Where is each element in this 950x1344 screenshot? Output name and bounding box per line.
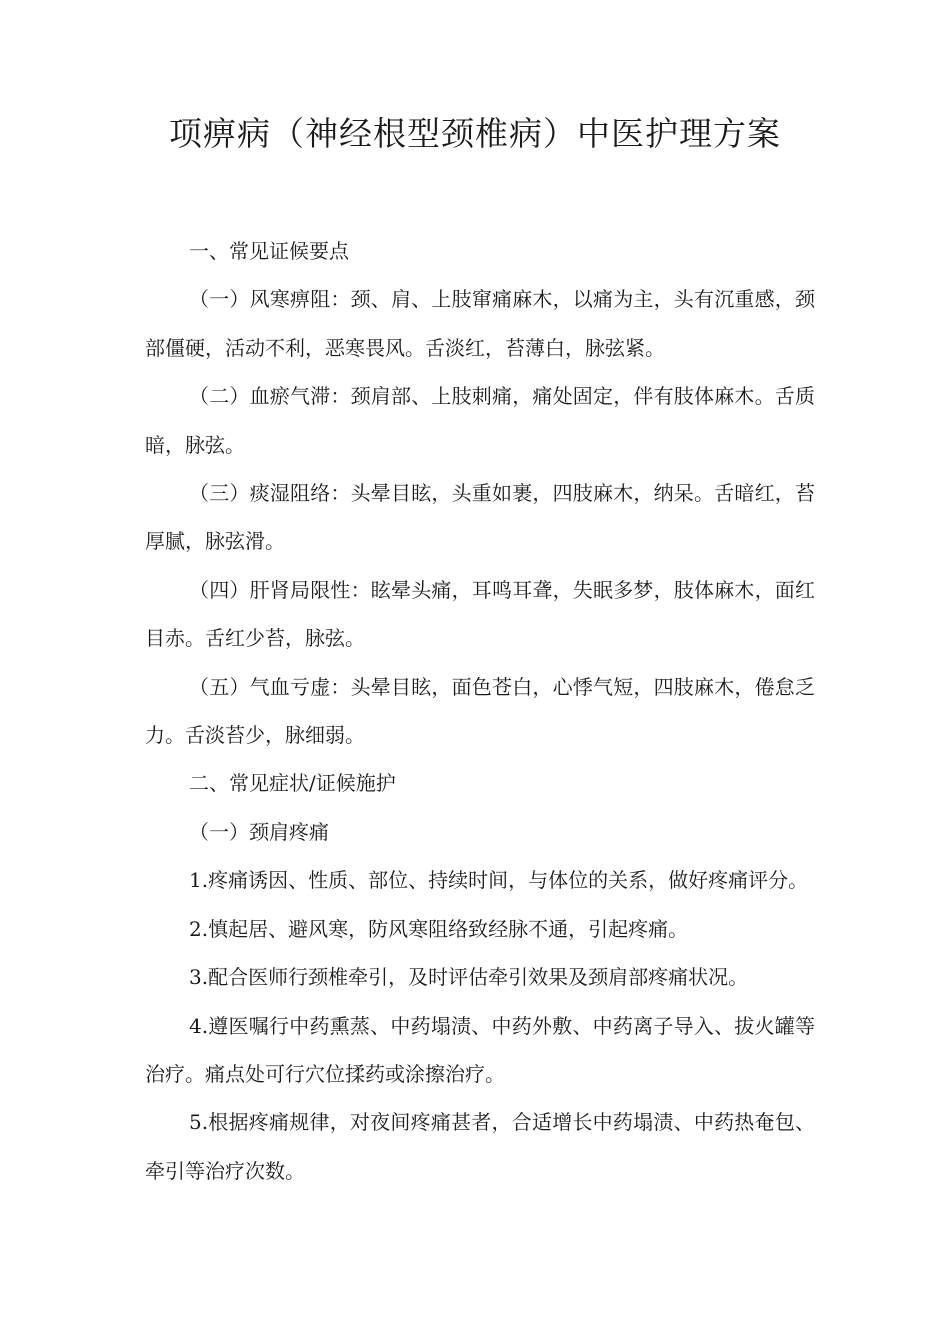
paragraph-syndrome-3: （三）痰湿阻络：头晕目眩，头重如裹，四肢麻木，纳呆。舌暗红，苔厚腻，脉弦滑。	[145, 481, 815, 554]
paragraph-syndrome-1: （一）风寒痹阻：颈、肩、上肢窜痛麻木，以痛为主，头有沉重感，颈部僵硬，活动不利，恶寒畏风。舌淡红，苔薄白，脉弦紧。	[145, 287, 815, 360]
paragraph-syndrome-5: （五）气血亏虚：头晕目眩，面色苍白，心悸气短，四肢麻木，倦怠乏力。舌淡苔少，脉细弱。	[145, 674, 815, 748]
section-heading-2: 二、常见症状/证候施护	[189, 771, 396, 796]
list-item-4: 4.遵医嘱行中药熏蒸、中药塌渍、中药外敷、中药离子导入、拔火罐等治疗。痛点处可行穴位揉药或涂擦治疗。	[145, 1013, 815, 1086]
list-item-5: 5.根据疼痛规律，对夜间疼痛甚者，合适增长中药塌渍、中药热奄包、牵引等治疗次数。	[145, 1110, 815, 1183]
list-item-2: 2.慎起居、避风寒，防风寒阻络致经脉不通，引起疼痛。	[189, 916, 689, 941]
document-title: 项痹病（神经根型颈椎病）中医护理方案	[169, 114, 781, 153]
document-body	[145, 227, 815, 1195]
subsection-heading-neck-pain: （一）颈肩疼痛	[189, 819, 329, 844]
section-heading-1: 一、常见证候要点	[189, 239, 349, 263]
list-item-1: 1.疼痛诱因、性质、部位、持续时间，与体位的关系，做好疼痛评分。	[189, 868, 809, 893]
list-item-3: 3.配合医师行颈椎牵引，及时评估牵引效果及颈肩部疼痛状况。	[189, 965, 749, 990]
paragraph-syndrome-2: （二）血瘀气滞：颈肩部、上肢刺痛，痛处固定，伴有肢体麻木。舌质暗，脉弦。	[145, 384, 815, 457]
paragraph-syndrome-4: （四）肝肾局限性：眩晕头痛，耳鸣耳聋，失眠多梦，肢体麻木，面红目赤。舌红少苔，脉弦。	[145, 577, 815, 651]
